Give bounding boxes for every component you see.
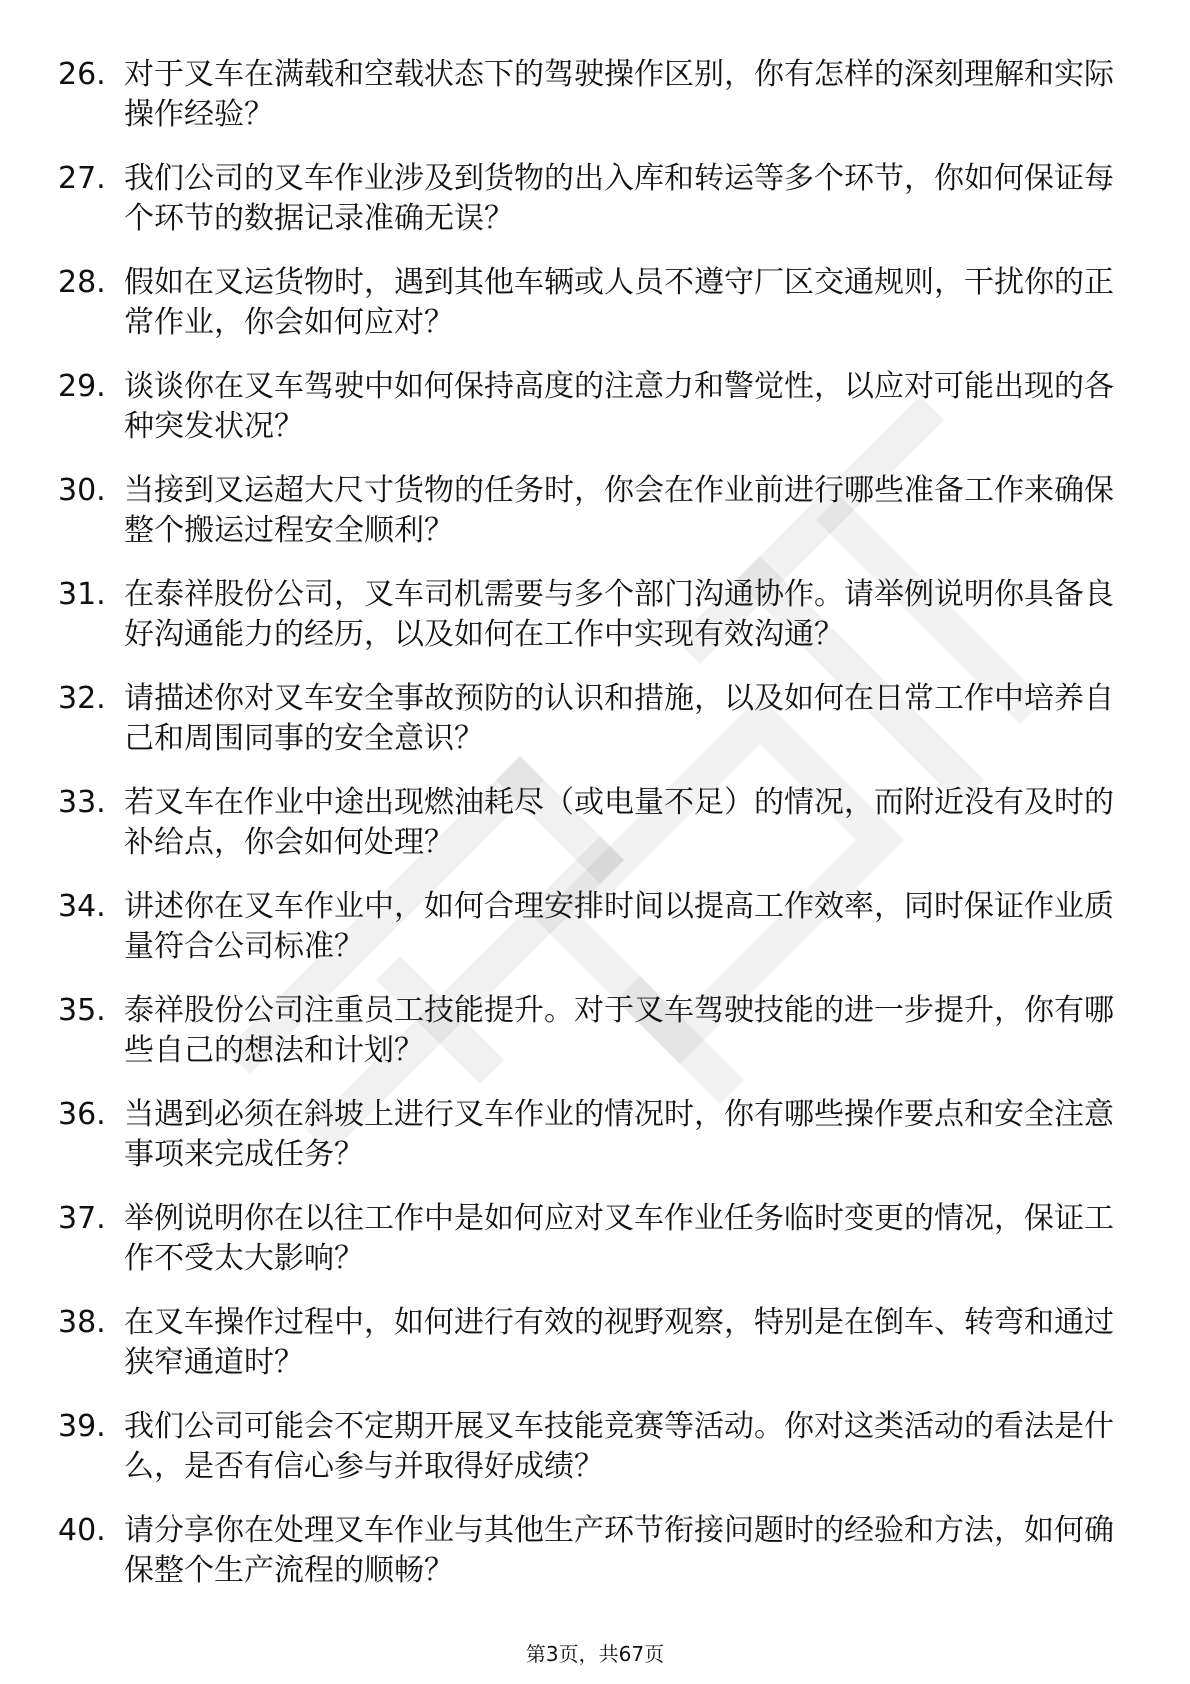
question-item (58, 887, 1118, 967)
question-text: 当接到叉运超大尺寸货物的任务时，你会在作业前进行哪些准备工作来确保整个搬运过程安全顺利？ (124, 473, 1114, 548)
question-text: 若叉车在作业中途出现燃油耗尽（或电量不足）的情况，而附近没有及时的补给点，你会如何处理？ (124, 785, 1114, 860)
question-number: 29. (58, 369, 106, 404)
question-number: 36. (58, 1097, 106, 1132)
page-footer: 第3页，共67页 (525, 1642, 665, 1666)
question-item (58, 1303, 1118, 1383)
question-text: 请分享你在处理叉车作业与其他生产环节衔接问题时的经验和方法，如何确保整个生产流程的顺畅？ (124, 1513, 1114, 1588)
question-text: 谈谈你在叉车驾驶中如何保持高度的注意力和警觉性，以应对可能出现的各种突发状况？ (124, 369, 1114, 444)
question-number: 26. (58, 57, 106, 92)
question-text: 对于叉车在满载和空载状态下的驾驶操作区别，你有怎样的深刻理解和实际操作经验？ (124, 57, 1114, 132)
question-item (58, 783, 1118, 863)
question-number: 39. (58, 1409, 106, 1444)
question-number: 35. (58, 993, 106, 1028)
question-number: 33. (58, 785, 106, 820)
question-number: 38. (58, 1305, 106, 1340)
question-item (58, 1095, 1118, 1175)
question-number: 40. (58, 1513, 106, 1548)
question-text: 在泰祥股份公司，叉车司机需要与多个部门沟通协作。请举例说明你具备良好沟通能力的经历，以及如何在工作中实现有效沟通？ (124, 577, 1114, 652)
question-item (58, 55, 1118, 135)
question-number: 34. (58, 889, 106, 924)
question-number: 31. (58, 577, 106, 612)
question-text: 我们公司可能会不定期开展叉车技能竞赛等活动。你对这类活动的看法是什么，是否有信心参与并取得好成绩？ (124, 1409, 1114, 1484)
question-item (58, 1199, 1118, 1279)
question-text: 我们公司的叉车作业涉及到货物的出入库和转运等多个环节，你如何保证每个环节的数据记录准确无误？ (124, 161, 1114, 236)
question-item (58, 1407, 1118, 1487)
question-item (58, 679, 1118, 759)
question-item (58, 263, 1118, 343)
question-list (58, 55, 1118, 1615)
question-item (58, 159, 1118, 239)
question-number: 32. (58, 681, 106, 716)
question-item (58, 575, 1118, 655)
question-number: 28. (58, 265, 106, 300)
question-number: 30. (58, 473, 106, 508)
question-item (58, 471, 1118, 551)
question-item (58, 367, 1118, 447)
question-item (58, 1511, 1118, 1591)
question-text: 在叉车操作过程中，如何进行有效的视野观察，特别是在倒车、转弯和通过狭窄通道时？ (124, 1305, 1114, 1380)
question-number: 27. (58, 161, 106, 196)
question-text: 泰祥股份公司注重员工技能提升。对于叉车驾驶技能的进一步提升，你有哪些自己的想法和计划？ (124, 993, 1114, 1068)
question-text: 讲述你在叉车作业中，如何合理安排时间以提高工作效率，同时保证作业质量符合公司标准？ (124, 889, 1114, 964)
question-number: 37. (58, 1201, 106, 1236)
question-text: 举例说明你在以往工作中是如何应对叉车作业任务临时变更的情况，保证工作不受太大影响？ (124, 1201, 1114, 1276)
question-text: 当遇到必须在斜坡上进行叉车作业的情况时，你有哪些操作要点和安全注意事项来完成任务？ (124, 1097, 1114, 1172)
question-item (58, 991, 1118, 1071)
question-text: 假如在叉运货物时，遇到其他车辆或人员不遵守厂区交通规则，干扰你的正常作业，你会如何应对？ (124, 265, 1114, 340)
question-text: 请描述你对叉车安全事故预防的认识和措施，以及如何在日常工作中培养自己和周围同事的安全意识？ (124, 681, 1114, 756)
